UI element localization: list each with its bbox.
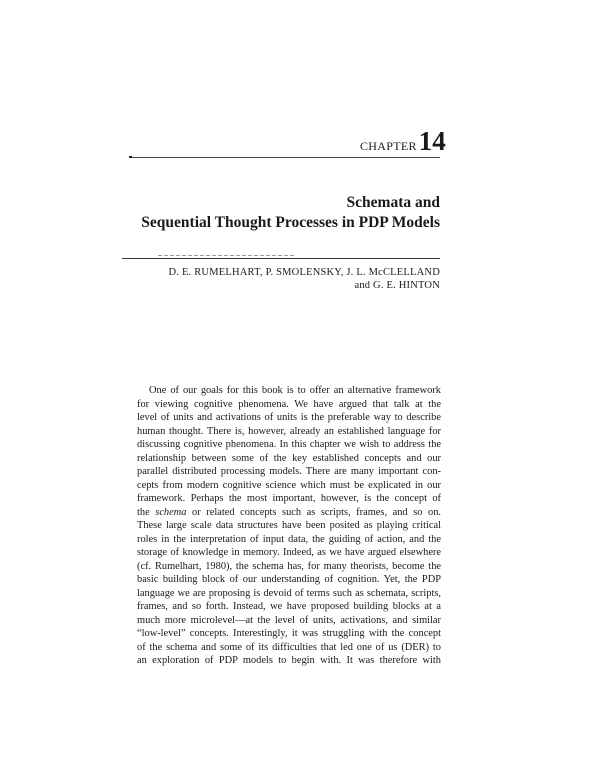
body-line: These large scale data structures have been posited as playing critical — [137, 520, 441, 531]
body-line: cepts from modern cognitive science which must be explicated in our — [137, 479, 441, 491]
author-line-1: D. E. RUMELHART, P. SMOLENSKY, J. L. McCLELLAND — [168, 267, 440, 278]
top-rule — [129, 157, 440, 158]
body-line: roles in the interpretation of input data, the guiding of action, and the — [137, 533, 441, 545]
body-line: of the schema and some of its difficulties that led one of us (DER) to — [137, 641, 441, 653]
faint-rule — [158, 255, 294, 256]
chapter-title-line-2: Sequential Thought Processes in PDP Models — [141, 214, 440, 231]
body-line: parallel distributed processing models. There are many important con- — [137, 466, 441, 477]
body-line: framework. Perhaps the most important, however, is the concept of — [137, 493, 441, 504]
body-line: discussing cognitive phenomena. In this chapter we wish to address the — [137, 439, 441, 450]
body-line: an exploration of PDP models to begin with. It was therefore with — [137, 655, 441, 666]
body-line: human thought. There is, however, already an established language for — [137, 425, 441, 437]
top-rule-notch — [129, 156, 132, 158]
body-line: the schema or related concepts such as scripts, frames, and so on. — [137, 506, 441, 518]
chapter-label: CHAPTER — [360, 139, 417, 153]
body-line: frames, and so forth. Instead, we have proposed building blocks at a — [137, 601, 441, 612]
emphasis: schema — [155, 506, 187, 518]
chapter-title — [141, 193, 440, 233]
body-line: basic building block of our understanding of cognition. Yet, the PDP — [137, 574, 441, 585]
body-line: “low-level” concepts. Interestingly, it was struggling with the concept — [137, 628, 441, 639]
author-list — [169, 266, 440, 292]
chapter-number: 14 — [418, 126, 446, 156]
body-line: (cf. Rumelhart, 1980), the schema has, for many theorists, become the — [137, 560, 441, 572]
chapter-title-line-1: Schemata and — [346, 194, 440, 211]
body-line: One of our goals for this book is to offer an alternative framework — [149, 385, 441, 396]
body-line: language we are proposing is devoid of terms such as schemata, scripts, — [137, 587, 441, 599]
body-line: storage of knowledge in memory. Indeed, as we have argued elsewhere — [137, 547, 441, 558]
body-line: level of units and activations of units is the preferable way to describe — [137, 412, 441, 423]
author-line-2: and G. E. HINTON — [354, 280, 440, 291]
chapter-heading — [360, 126, 446, 157]
body-line: for viewing cognitive phenomena. We have argued that talk at the — [137, 398, 441, 410]
title-rule — [122, 258, 440, 259]
body-line: much more microlevel—at the level of units, activations, and similar — [137, 614, 441, 626]
body-paragraph — [137, 384, 441, 668]
body-line: relationship between some of the key established concepts and our — [137, 452, 441, 464]
